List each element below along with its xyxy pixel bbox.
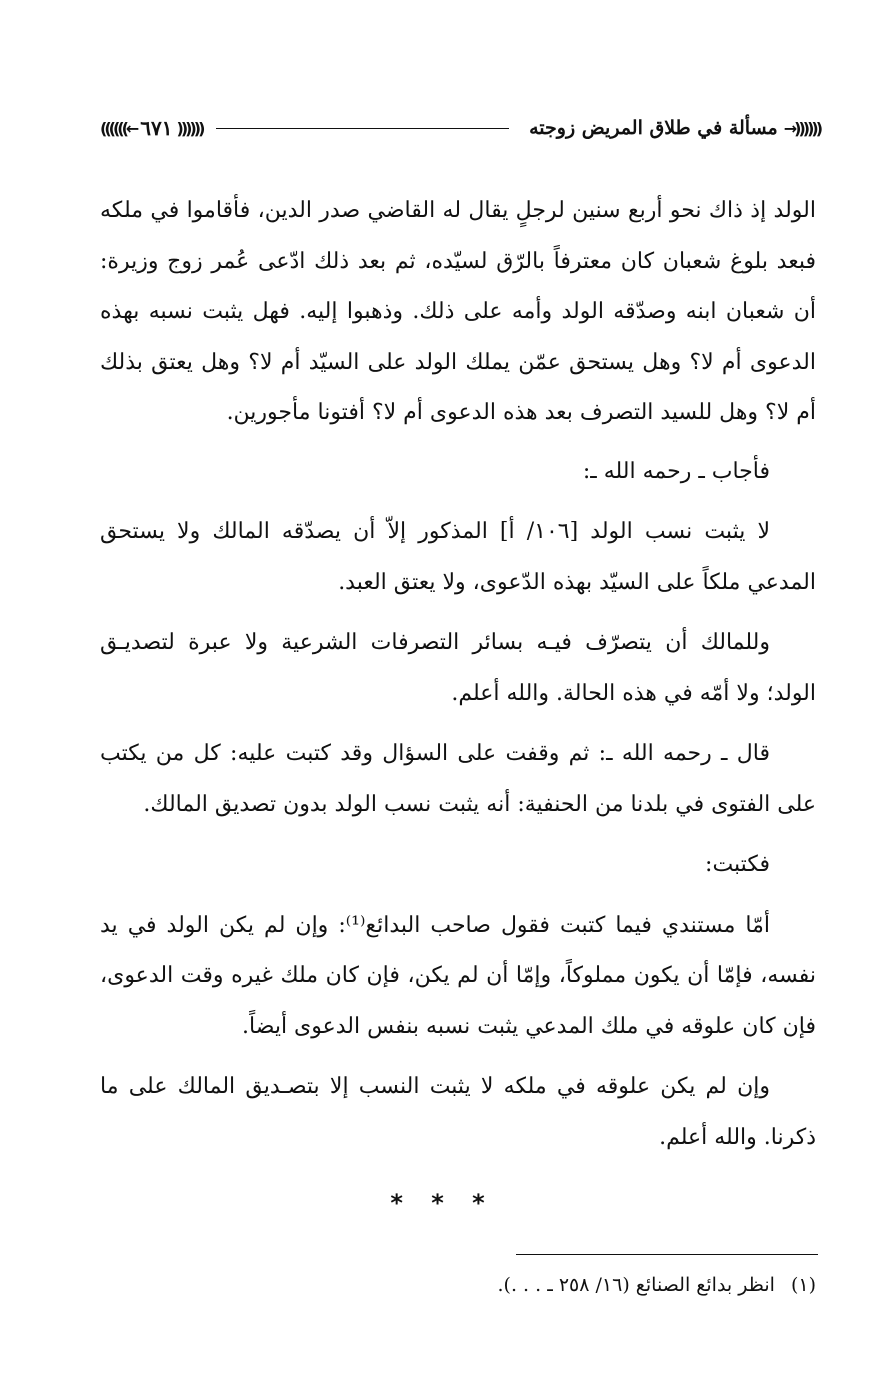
paragraph-conclusion: وإن لم يكن علوقه في ملكه لا يثبت النسب إلا بتصـديق المالك على ما ذكرنا. والله أعلم. <box>100 1074 816 1150</box>
header-ornament-left: ((((((← <box>100 118 137 138</box>
paragraph-author-note: قال ـ رحمه الله ـ: ثم وقفت على السؤال وقد كتبت عليه: كل من يكتب على الفتوى في بلدنا من الحنفية: أنه يثبت نسب الولد بدون تصديق المالك. <box>100 741 816 817</box>
header-rule <box>216 128 509 129</box>
header-ornament-mid: )))))) <box>176 118 203 138</box>
paragraph-owner-rights: وللمالك أن يتصرّف فيـه بسائر التصرفات الشرعية ولا عبرة لتصديـق الولد؛ ولا أمّه في هذه الحالة. والله أعلم. <box>100 630 816 706</box>
running-header <box>100 108 820 148</box>
paragraph-answer-intro: فأجاب ـ رحمه الله ـ: <box>582 458 770 484</box>
footnote-text: انظر بدائع الصنائع (١٦/ ٢٥٨ ـ . . .). <box>497 1274 775 1296</box>
chapter-title: مسألة في طلاق المريض زوجته <box>529 117 778 139</box>
footnote <box>100 1268 816 1302</box>
body-text <box>100 186 816 1173</box>
footnote-rule <box>516 1254 818 1255</box>
paragraph-question: الولد إذ ذاك نحو أربع سنين لرجلٍ يقال له القاضي صدر الدين، فأقاموا في ملكه فبعد بلوغ شعبان كان معترفاً بالرّق لسيّده، ثم بعد ذلك ادّعى عُمر زوج وزيرة: أن شعبان ابنه وصدّقه الولد وأمه على ذلك. وذهبوا إليه. فهل يثبت نسبه بهذه الدعوى أم لا؟ وهل يستحق عمّن يملك الولد على السيّد أم لا؟ وهل يعتق بذلك أم لا؟ وهل للسيد التصرف بعد هذه الدعوى أم لا؟ أفتونا مأجورين. <box>100 198 816 425</box>
paragraph-badai-quote: أمّا مستندي فيما كتبت فقول صاحب البدائع⁽¹⁾: وإن لم يكن الولد في يد نفسه، فإمّا أن يكون مملوكاً، وإمّا أن لم يكن، فإن كان ملك غيره وقت الدعوى، فإن كان علوقه في ملك المدعي يثبت نسبه بنفس الدعوى أيضاً. <box>100 912 816 1039</box>
page-number: ٦٧١ <box>140 116 173 140</box>
paragraph-fakatabtu: فكتبت: <box>705 852 770 877</box>
footnote-number: (١) <box>790 1274 816 1296</box>
paragraph-ruling: لا يثبت نسب الولد [١٠٦/ أ] المذكور إلاّ أن يصدّقه المالك ولا يستحق المدعي ملكاً على السيّد بهذه الدّعوى، ولا يعتق العبد. <box>100 519 816 595</box>
section-divider: * * * <box>390 1189 495 1217</box>
header-ornament-right: →)))))) <box>783 118 820 138</box>
